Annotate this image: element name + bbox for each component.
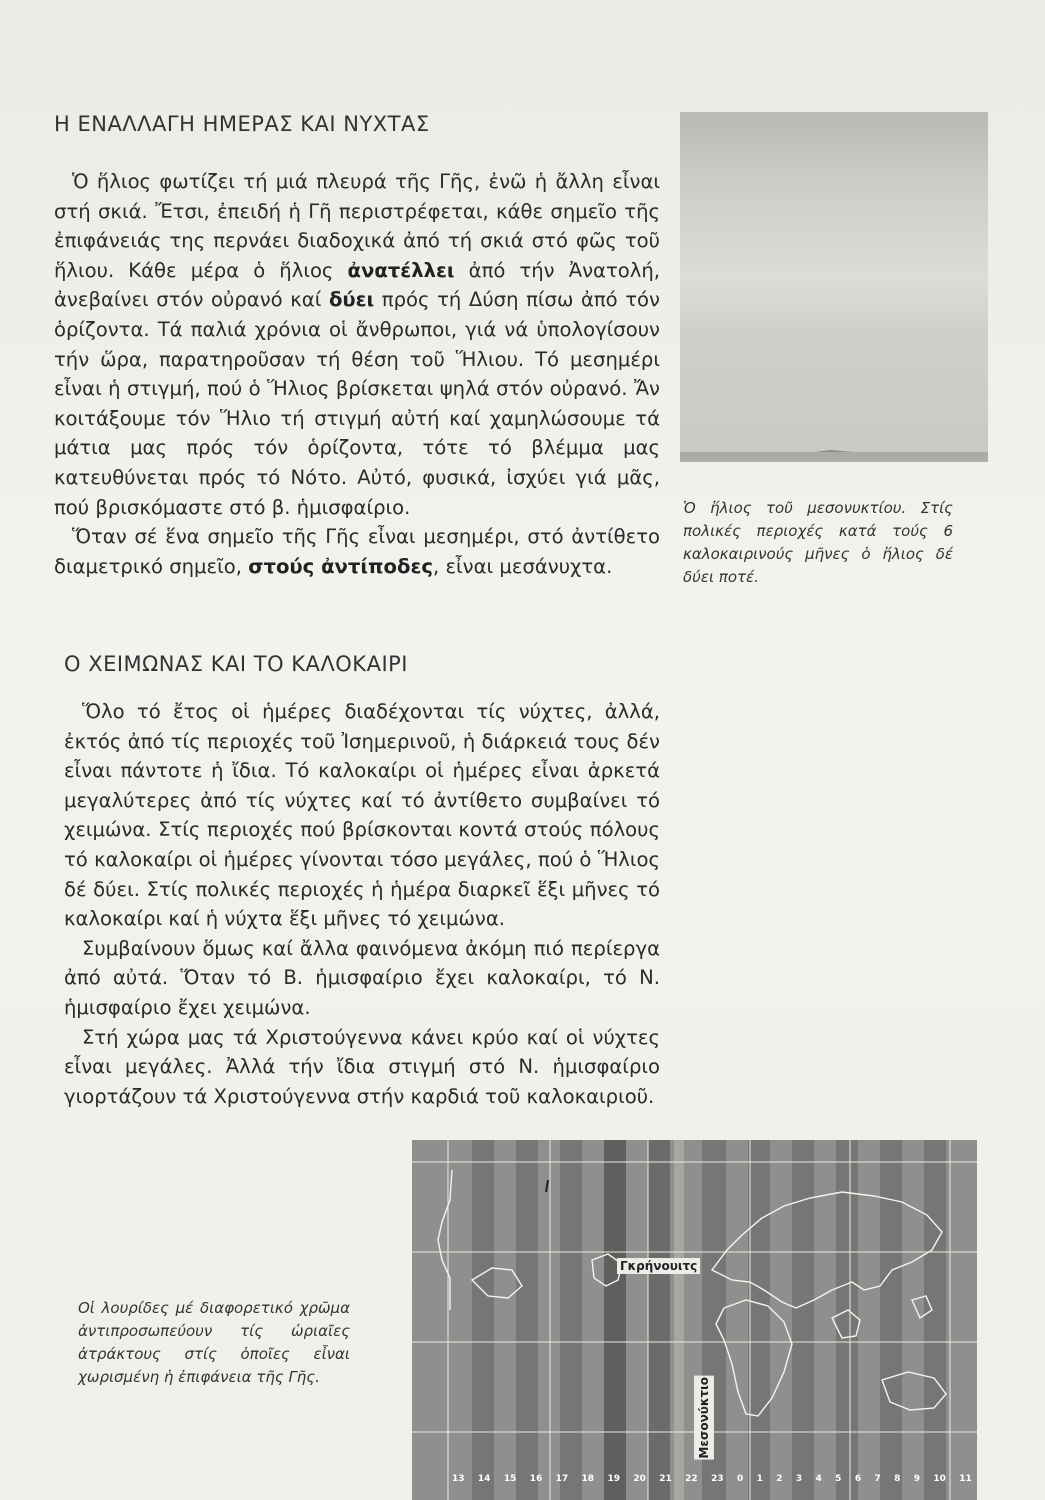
map-caption: Οἱ λουρίδες μέ διαφορετικό χρῶμα ἀντιπροσωπεύουν τίς ὡριαῖες ἀτράκτους στίς ὁποῖες εἶναι χωρισμένη ἡ ἐπιφάνεια τῆς Γῆς. — [78, 1299, 350, 1386]
hour-tick: 6 — [854, 1474, 862, 1484]
section-heading-winter-summer: Ο ΧΕΙΜΩΝΑΣ ΚΑΙ ΤΟ ΚΑΛΟΚΑΙΡΙ — [64, 652, 408, 676]
hour-tick: 14 — [477, 1474, 491, 1484]
paragraph: Στή χώρα μας τά Χριστούγεννα κάνει κρύο καί οἱ νύχτες εἶναι μεγάλες. Ἀλλά τήν ἴδια στιγμή στό Ν. ἡμισφαίριο γιορτάζουν τά Χριστούγεννα στήν καρδιά τοῦ καλοκαιριοῦ. — [64, 1025, 660, 1108]
hour-tick: 5 — [835, 1474, 842, 1484]
hour-tick: 19 — [607, 1474, 620, 1484]
paragraph: Ὅλο τό ἔτος οἱ ἡμέρες διαδέχονται τίς νύχτες, ἀλλά, ἐκτός ἀπό τίς περιοχές τοῦ Ἰσημερινοῦ, ἡ διάρκειά τους δέν εἶναι πάντοτε ἡ ἴδια. Τό καλοκαίρι οἱ ἡμέρες εἶναι ἀρκετά μεγαλύτερες ἀπό τίς νύχτες καί τό ἀντίθετο συμβαίνει τό χειμώνα. Στίς περιοχές πού βρίσκονται κοντά στούς πόλους τό καλοκαίρι οἱ ἡμέρες γίνονται τόσο μεγάλες, πού ὁ Ἥλιος δέ δύει. Στίς πολικές περιοχές ἡ ἡμέρα διαρκεῖ ἕξι μῆνες τό καλοκαίρι καί ἡ νύχτα ἕξι μῆνες τό χειμώνα. — [64, 700, 660, 931]
hour-tick-row — [452, 1474, 972, 1490]
midnight-sun-photo — [680, 112, 988, 462]
paragraph: Ὁ ἥλιος φωτίζει τή μιά πλευρά τῆς Γῆς, ἐνῶ ἡ ἄλλη εἶναι στή σκιά. Ἔτσι, ἐπειδή ἡ Γῆ περιστρέφεται, κάθε σημεῖο τῆς ἐπιφάνειάς της περνάει διαδοχικά ἀπό τή σκιά στό φῶς τοῦ ἥλιου. Κάθε μέρα ὁ ἥλιος ἀνατέλλει ἀπό τήν Ἀνατολή, ἀνεβαίνει στόν οὐρανό καί δύει πρός τή Δύση πίσω ἀπό τόν ὁρίζοντα. Τά παλιά χρόνια οἱ ἄνθρωποι, γιά νά ὑπολογίσουν τήν ὥρα, παρατηροῦσαν τή θέση τοῦ Ἥλιου. Τό μεσημέρι εἶναι ἡ στιγμή, πού ὁ Ἥλιος βρίσκεται ψηλά στόν οὐρανό. Ἄν κοιτάξουμε τόν Ἥλιο τή στιγμή αὐτή καί χαμηλώσουμε τά μάτια μας πρός τόν ὁρίζοντα, τότε τό βλέμμα μας κατευθύνεται πρός τό Νότο. Αὐτό, φυσικά, ἰσχύει γιά μᾶς, πού βρισκόμαστε στό β. ἡμισφαίριο. — [54, 170, 660, 519]
photo-caption: Ὁ ἥλιος τοῦ μεσονυκτίου. Στίς πολικές περιοχές κατά τούς 6 καλοκαιρινούς μῆνες ὁ ἥλιος δέ δύει ποτέ. — [683, 499, 953, 586]
hour-tick: 9 — [913, 1474, 920, 1484]
hour-tick: 20 — [633, 1474, 646, 1484]
hour-tick: 1 — [756, 1474, 763, 1484]
hour-tick: 22 — [685, 1474, 698, 1484]
time-zone-map — [412, 1140, 977, 1500]
hour-tick: 16 — [529, 1474, 543, 1484]
hour-tick: 23 — [711, 1474, 724, 1484]
hour-tick: 0 — [736, 1474, 744, 1484]
section-heading-day-night: Η ΕΝΑΛΛΑΓΗ ΗΜΕΡΑΣ ΚΑΙ ΝΥΧΤΑΣ — [54, 112, 430, 136]
hour-tick: 18 — [581, 1474, 595, 1484]
hour-tick: 7 — [874, 1474, 881, 1484]
hour-tick: 10 — [933, 1474, 946, 1484]
section-body-day-night — [54, 167, 660, 581]
hour-tick: 15 — [503, 1474, 517, 1484]
hour-tick: 17 — [555, 1474, 569, 1484]
hour-tick: 21 — [659, 1474, 672, 1484]
sea-surface — [680, 452, 988, 462]
hour-tick: 3 — [795, 1474, 803, 1484]
hour-tick: 2 — [776, 1474, 783, 1484]
hour-tick: 8 — [894, 1474, 901, 1484]
greenwich-label: Γκρήνουιτς — [617, 1258, 700, 1274]
hour-tick: 11 — [959, 1474, 972, 1484]
hour-tick: 4 — [815, 1474, 822, 1484]
midnight-label: Μεσονύκτιο — [694, 1376, 714, 1460]
paragraph: Συμβαίνουν ὅμως καί ἄλλα φαινόμενα ἀκόμη πιό περίεργα ἀπό αὐτά. Ὅταν τό Β. ἡμισφαίριο ἔχει καλοκαίρι, τό Ν. ἡμισφαίριο ἔχει χειμώνα. — [64, 936, 660, 1019]
hour-tick: 13 — [452, 1474, 465, 1484]
paragraph: Ὅταν σέ ἕνα σημεῖο τῆς Γῆς εἶναι μεσημέρι, στό ἀντίθετο διαμετρικό σημεῖο, στούς ἀντίποδες, εἶναι μεσάνυχτα. — [54, 525, 660, 578]
section-body-winter-summer — [64, 697, 660, 1111]
